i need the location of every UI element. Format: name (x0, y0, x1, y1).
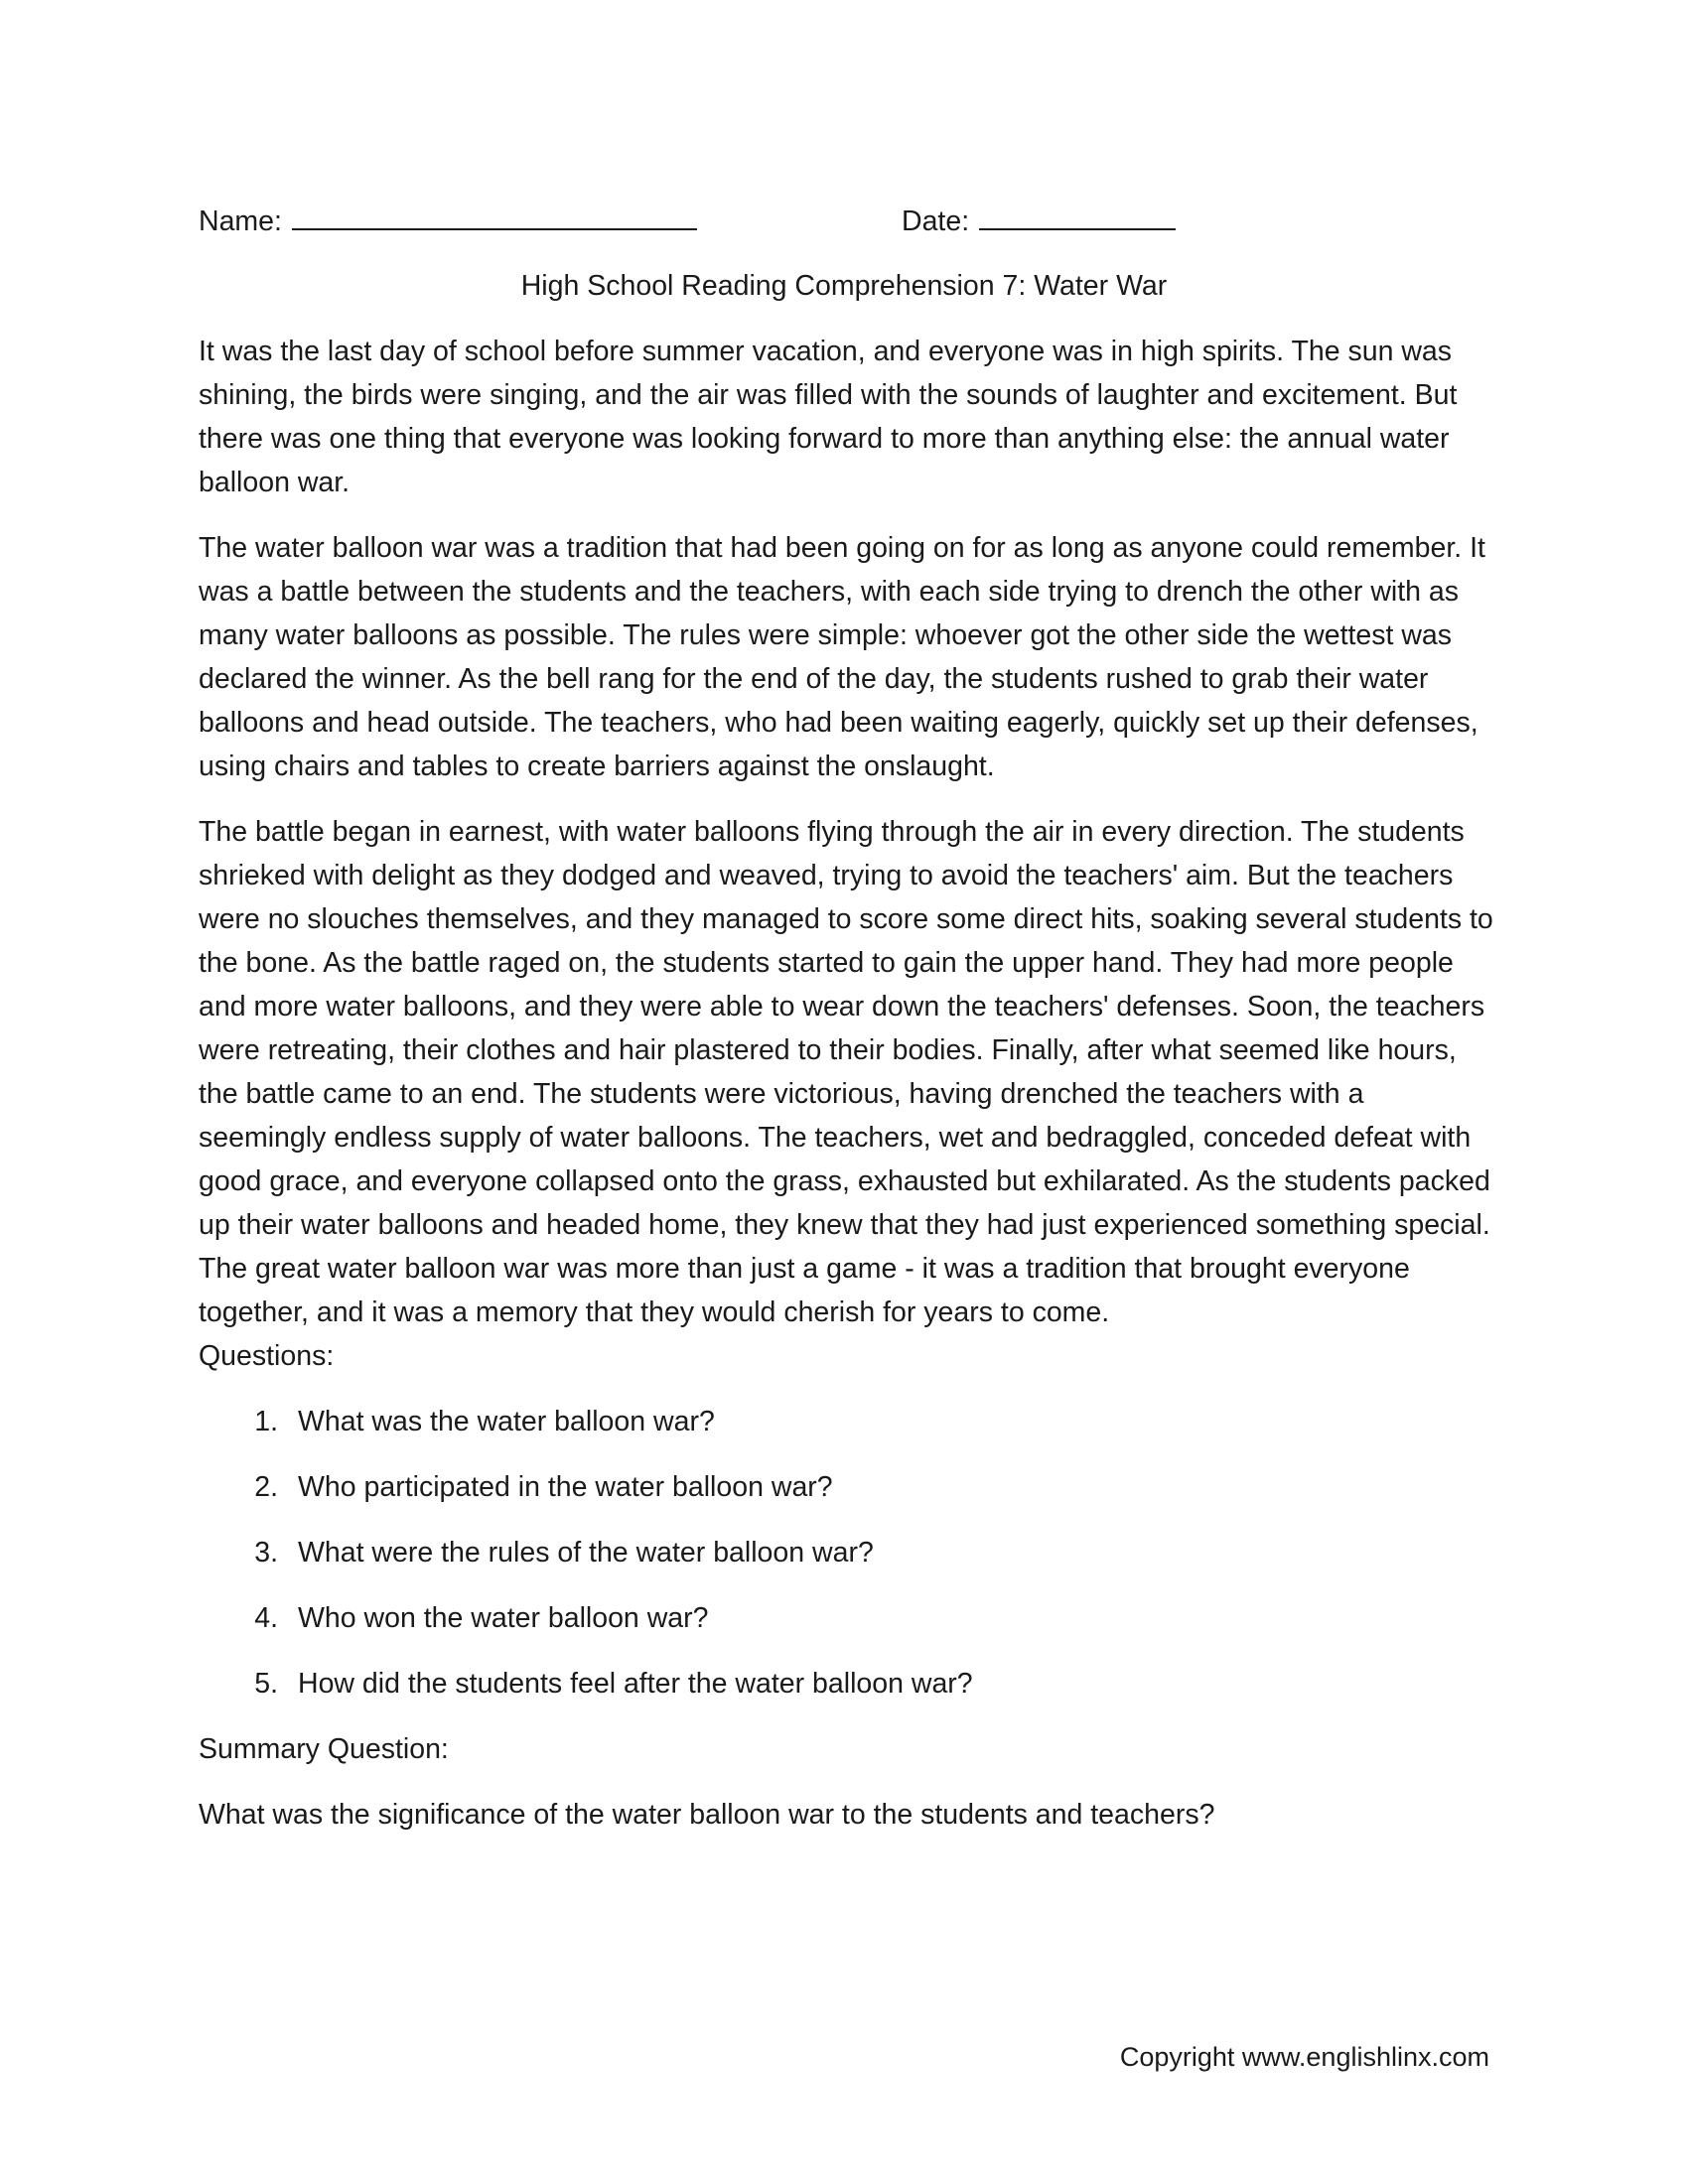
date-field (902, 199, 1176, 243)
worksheet-title: High School Reading Comprehension 7: Water War (520, 270, 1168, 302)
questions-list (199, 1400, 1489, 1706)
name-field (199, 199, 697, 243)
questions-heading: Questions: (199, 1340, 335, 1372)
question-item (199, 1400, 1489, 1443)
question-item (199, 1596, 1489, 1640)
question-item (199, 1465, 1489, 1509)
question-number: 3. (254, 1537, 278, 1569)
question-text: How did the students feel after the water balloon war? (298, 1668, 973, 1700)
question-item (199, 1662, 1489, 1706)
worksheet-page (199, 199, 1493, 1837)
passage-paragraph-2: The water balloon war was a tradition that had been going on for as long as anyone could remember. It was a battle between the students and the teachers, with each side trying to drench the other with as many water balloons as possible. The rules were simple: whoever got the other side the wettest was declared the winner. As the bell rang for the end of the day, the students rushed to grab their water balloons and head outside. The teachers, who had been waiting eagerly, quickly set up their defenses, using chairs and tables to create barriers against the onslaught. (199, 532, 1485, 782)
date-blank-line (979, 199, 1176, 230)
name-label: Name: (199, 205, 282, 237)
summary-question: What was the significance of the water balloon war to the students and teachers? (199, 1799, 1215, 1831)
header-row (199, 199, 1489, 242)
question-item (199, 1531, 1489, 1574)
summary-heading: Summary Question: (199, 1733, 449, 1765)
question-text: What was the water balloon war? (298, 1406, 715, 1437)
copyright-notice: Copyright www.englishlinx.com (1119, 2042, 1489, 2072)
question-number: 4. (254, 1602, 278, 1634)
name-blank-line (292, 199, 697, 230)
question-text: What were the rules of the water balloon war? (298, 1537, 874, 1569)
passage-paragraph-1: It was the last day of school before summer vacation, and everyone was in high spirits. The sun was shining, the birds were singing, and the air was filled with the sounds of laughter and excitement. But there was one thing that everyone was looking forward to more than anything else: the annual water balloon war. (199, 336, 1458, 498)
question-number: 5. (254, 1668, 278, 1700)
passage-paragraph-3: The battle began in earnest, with water balloons flying through the air in every direction. The students shrieked with delight as they dodged and weaved, trying to avoid the teachers' aim. But the teachers were no slouches themselves, and they managed to score some direct hits, soaking several students to the bone. As the battle raged on, the students started to gain the upper hand. They had more people and more water balloons, and they were able to wear down the teachers' defenses. Soon, the teachers were retreating, their clothes and hair plastered to their bodies. Finally, after what seemed like hours, the battle came to an end. The students were victorious, having drenched the teachers with a seemingly endless supply of water balloons. The teachers, wet and bedraggled, conceded defeat with good grace, and everyone collapsed onto the grass, exhausted but exhilarated. As the students packed up their water balloons and headed home, they knew that they had just experienced something special. The great water balloon war was more than just a game - it was a tradition that brought everyone together, and it was a memory that they would cherish for years to come. (199, 816, 1493, 1328)
question-number: 2. (254, 1471, 278, 1503)
question-number: 1. (254, 1406, 278, 1437)
question-text: Who won the water balloon war? (298, 1602, 709, 1634)
date-label: Date: (902, 205, 970, 237)
question-text: Who participated in the water balloon war? (298, 1471, 833, 1503)
